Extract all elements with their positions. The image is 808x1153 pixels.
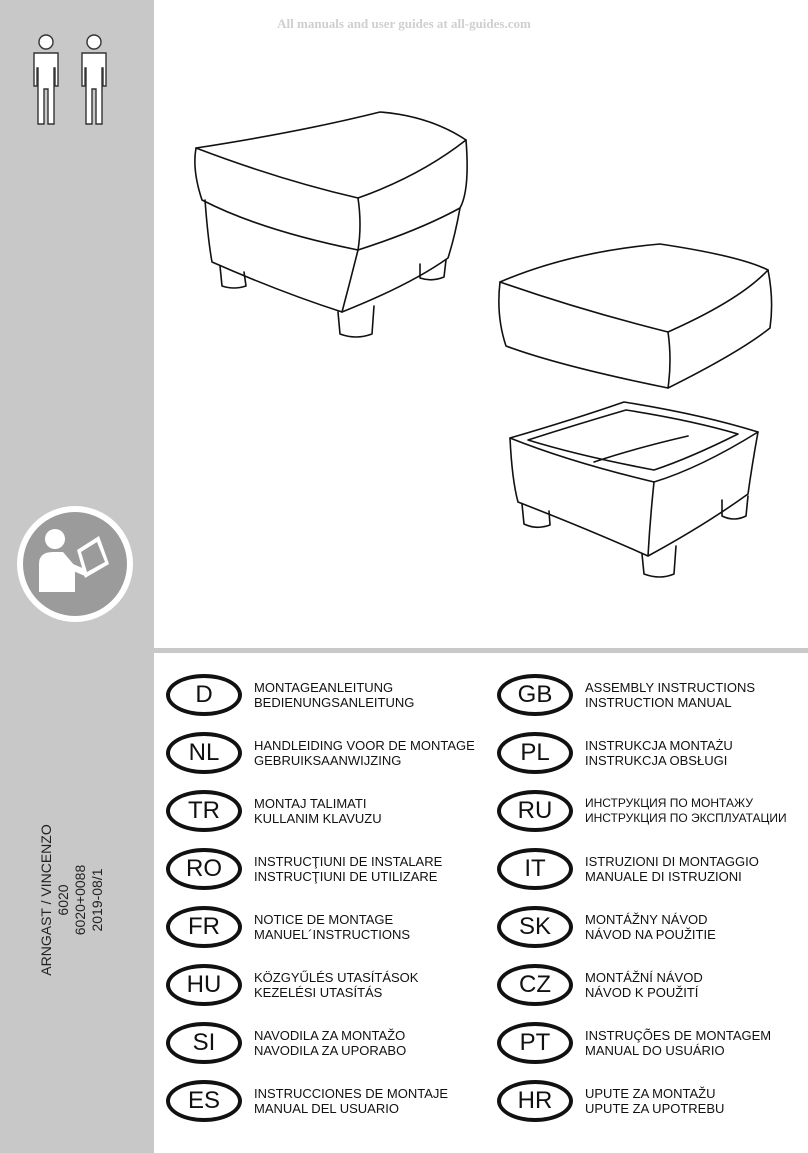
language-code-badge: SK xyxy=(497,906,573,948)
language-item xyxy=(497,964,807,1014)
language-text: UPUTE ZA MONTAŽU UPUTE ZA UPOTREBU xyxy=(585,1086,725,1116)
language-text: INSTRUÇÕES DE MONTAGEM MANUAL DO USUÁRIO xyxy=(585,1028,772,1058)
language-item xyxy=(497,674,807,724)
language-item xyxy=(166,674,476,724)
product-version: 2019-08/1 xyxy=(89,868,105,932)
separate-cushion xyxy=(499,244,772,388)
language-item xyxy=(497,906,807,956)
language-item xyxy=(166,732,476,782)
language-text: NOTICE DE MONTAGE MANUEL´INSTRUCTIONS xyxy=(254,912,411,942)
product-info xyxy=(38,780,106,1020)
divider xyxy=(0,648,808,653)
language-code-badge: D xyxy=(166,674,242,716)
language-item xyxy=(166,848,476,898)
language-text: MONTÁŽNÍ NÁVOD NÁVOD K POUŽITÍ xyxy=(585,970,703,1000)
language-text: MONTÁŽNY NÁVOD NÁVOD NA POUŽITIE xyxy=(585,912,716,942)
language-code-badge: HR xyxy=(497,1080,573,1122)
language-code-badge: PL xyxy=(497,732,573,774)
language-item xyxy=(497,848,807,898)
language-text: ISTRUZIONI DI MONTAGGIO MANUALE DI ISTRUZIONI xyxy=(585,854,759,884)
language-code-badge: GB xyxy=(497,674,573,716)
language-text: NAVODILA ZA MONTAŽO NAVODILA ZA UPORABO xyxy=(254,1028,407,1058)
language-text: INSTRUKCJA MONTAŻU INSTRUKCJA OBSŁUGI xyxy=(585,738,733,768)
language-text: HANDLEIDING VOOR DE MONTAGE GEBRUIKSAANWIJZING xyxy=(254,738,475,768)
product-model: 6020 xyxy=(55,884,71,916)
product-name: ARNGAST / VINCENZO xyxy=(38,824,54,976)
language-code-badge: ES xyxy=(166,1080,242,1122)
ottoman-cushion xyxy=(195,112,467,250)
frame-leg xyxy=(522,504,550,527)
ottoman-leg xyxy=(220,266,246,288)
language-text: ИНСТРУКЦИЯ ПО МОНТАЖУ ИНСТРУКЦИЯ ПО ЭКСПЛУАТАЦИИ xyxy=(585,796,787,825)
frame-leg xyxy=(722,496,748,519)
language-code-badge: CZ xyxy=(497,964,573,1006)
watermark: All manuals and user guides at all-guides.com xyxy=(277,16,531,31)
language-item xyxy=(497,1080,807,1130)
language-item xyxy=(166,1080,476,1130)
language-item xyxy=(166,790,476,840)
product-codes: 6020+0088 xyxy=(72,864,88,936)
language-code-badge: RO xyxy=(166,848,242,890)
language-code-badge: TR xyxy=(166,790,242,832)
language-text: INSTRUCCIONES DE MONTAJE MANUAL DEL USUARIO xyxy=(254,1086,449,1116)
language-item xyxy=(497,732,807,782)
language-item xyxy=(166,1022,476,1072)
ottoman-base xyxy=(205,200,460,312)
language-code-badge: RU xyxy=(497,790,573,832)
language-code-badge: SI xyxy=(166,1022,242,1064)
language-text: KÖZGYŰLÉS UTASÍTÁSOK KEZELÉSI UTASÍTÁS xyxy=(254,970,419,1000)
language-text: MONTAJ TALIMATI KULLANIM KLAVUZU xyxy=(254,796,382,826)
language-text: MONTAGEANLEITUNG BEDIENUNGSANLEITUNG xyxy=(254,680,415,710)
language-text: ASSEMBLY INSTRUCTIONS INSTRUCTION MANUAL xyxy=(585,680,755,710)
language-code-badge: IT xyxy=(497,848,573,890)
language-item xyxy=(166,906,476,956)
language-text: INSTRUCŢIUNI DE INSTALARE INSTRUCŢIUNI DE UTILIZARE xyxy=(254,854,443,884)
language-item xyxy=(497,790,807,840)
language-code-badge: NL xyxy=(166,732,242,774)
language-code-badge: PT xyxy=(497,1022,573,1064)
language-item xyxy=(497,1022,807,1072)
language-code-badge: HU xyxy=(166,964,242,1006)
language-item xyxy=(166,964,476,1014)
language-code-badge: FR xyxy=(166,906,242,948)
